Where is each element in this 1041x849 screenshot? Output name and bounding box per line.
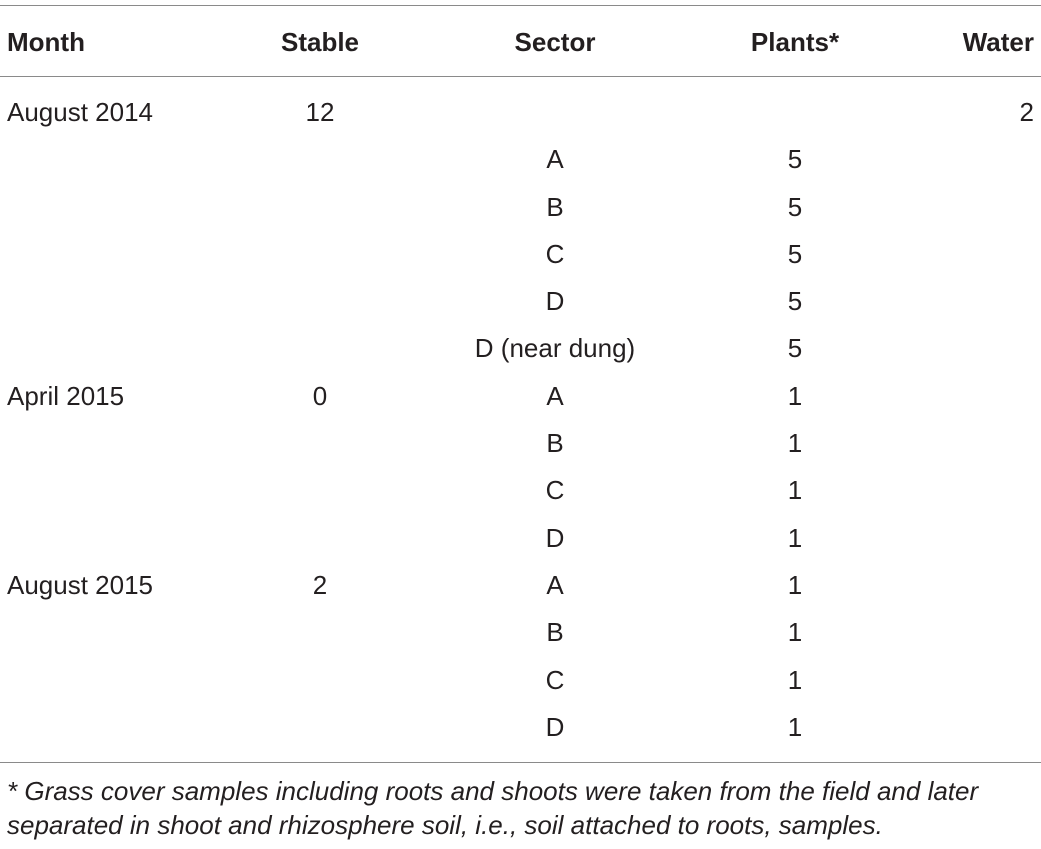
cell-sector: B <box>546 617 564 648</box>
cell-sector: D <box>545 522 565 553</box>
cell-sector: D <box>545 286 565 317</box>
cell-plants: 5 <box>787 286 803 317</box>
cell-plants: 1 <box>787 475 803 506</box>
cell-sector: B <box>546 428 564 459</box>
cell-plants: 5 <box>787 191 803 222</box>
cell-plants: 1 <box>787 664 803 695</box>
cell-sector: C <box>545 664 565 695</box>
cell-sector: A <box>546 569 564 600</box>
table-footnote: * Grass cover samples including roots and shoots were taken from the field and later separated in shoot and rhizosphere soil, i.e., soil attached to roots, samples. <box>7 776 979 840</box>
cell-plants: 5 <box>787 333 803 364</box>
header-sector: Sector <box>514 27 596 57</box>
cell-plants: 1 <box>787 380 803 411</box>
cell-water: 2 <box>1019 97 1034 127</box>
table-row <box>0 141 1041 188</box>
cell-plants: 1 <box>787 569 803 600</box>
table-row <box>0 330 1041 377</box>
header-month: Month <box>7 27 85 57</box>
cell-sector: A <box>546 144 564 175</box>
cell-plants: 1 <box>787 617 803 648</box>
cell-stable: 2 <box>312 569 328 600</box>
cell-stable: 12 <box>305 97 335 127</box>
table-row <box>0 189 1041 236</box>
cell-plants: 1 <box>787 522 803 553</box>
cell-sector: C <box>545 238 565 269</box>
table-row <box>0 709 1041 756</box>
header-stable: Stable <box>280 27 360 57</box>
cell-sector: C <box>545 475 565 506</box>
table-row <box>0 472 1041 519</box>
cell-month: April 2015 <box>7 380 125 411</box>
table-header-row <box>0 24 1041 60</box>
table-body <box>0 94 1041 756</box>
table-row <box>0 567 1041 614</box>
table-row <box>0 614 1041 661</box>
cell-plants: 5 <box>787 238 803 269</box>
cell-plants: 1 <box>787 711 803 742</box>
cell-sector: D <box>545 711 565 742</box>
table-row <box>0 520 1041 567</box>
table-row <box>0 283 1041 330</box>
header-plants: Plants* <box>750 27 840 57</box>
header-water: Water <box>962 27 1034 57</box>
table-header-rule <box>0 76 1041 77</box>
table-row <box>0 425 1041 472</box>
cell-month: August 2015 <box>7 569 154 600</box>
table-row <box>0 662 1041 709</box>
table-bottom-rule <box>0 762 1041 763</box>
table-row <box>0 378 1041 425</box>
cell-stable: 0 <box>312 380 328 411</box>
table-row <box>0 236 1041 283</box>
cell-sector: A <box>546 380 564 411</box>
table-top-rule <box>0 5 1041 6</box>
cell-month: August 2014 <box>7 97 154 127</box>
cell-sector: D (near dung) <box>474 333 636 364</box>
cell-sector: B <box>546 191 564 222</box>
cell-plants: 5 <box>787 144 803 175</box>
cell-plants: 1 <box>787 428 803 459</box>
table-row <box>0 94 1041 141</box>
